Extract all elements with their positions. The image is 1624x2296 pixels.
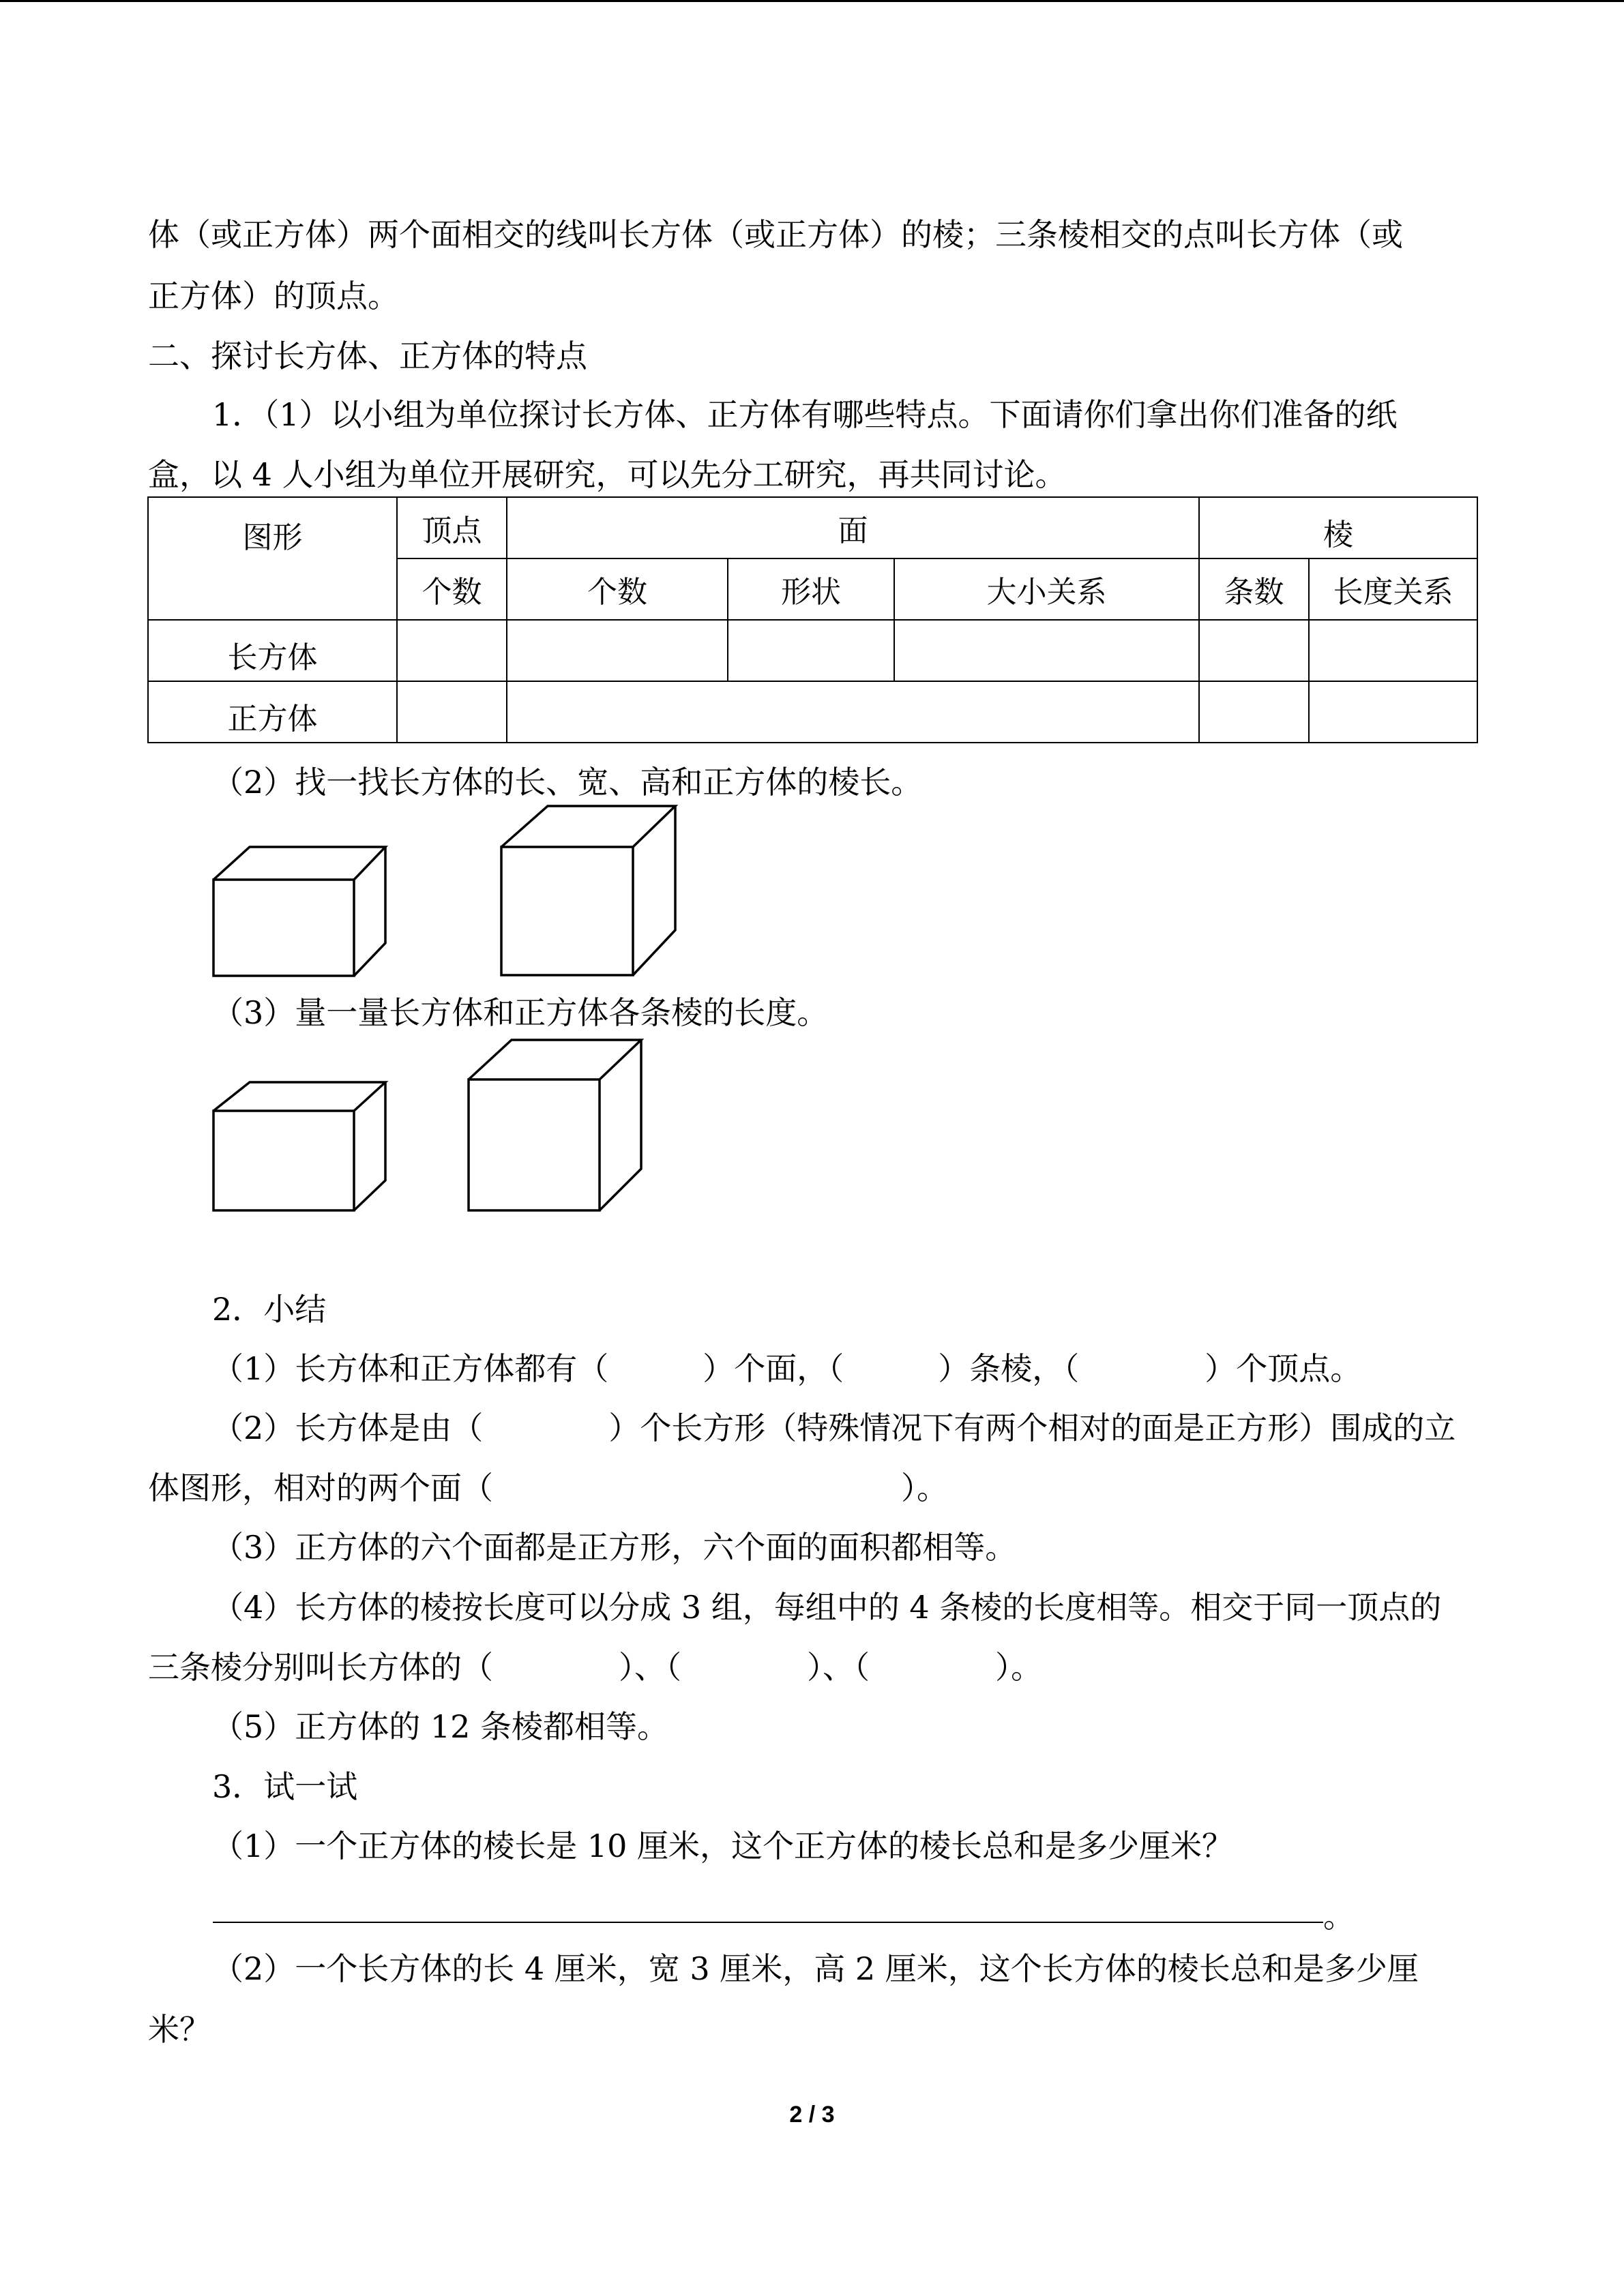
summary-2b: 体图形，相对的两个面（ ）。: [148, 1470, 948, 1506]
row-cube: 正方体: [148, 681, 397, 743]
cell-blank[interactable]: [507, 681, 1199, 743]
cell-blank[interactable]: [1309, 620, 1477, 681]
summary-4b: 三条棱分别叫长方体的（ ）、（ ）、（ ）。: [148, 1649, 1042, 1686]
summary-1: （1）长方体和正方体都有（ ）个面，（ ）条棱，（ ）个顶点。: [212, 1350, 1362, 1387]
page-number: 2 / 3: [789, 2102, 835, 2128]
try-1: （1）一个正方体的棱长是 10 厘米，这个正方体的棱长总和是多少厘米？: [212, 1828, 1234, 1864]
paragraph-edge-definition: 体（或正方体）两个面相交的线叫长方体（或正方体）的棱；三条棱相交的点叫长方体（或: [148, 216, 1403, 253]
features-table: [147, 496, 1478, 743]
summary-4a: （4）长方体的棱按长度可以分成 3 组，每组中的 4 条棱的长度相等。相交于同一顶点的: [212, 1589, 1442, 1626]
question-1-3: （3）量一量长方体和正方体各条棱的长度。: [212, 994, 829, 1031]
header-edge-length-relation: 长度关系: [1309, 558, 1477, 620]
try-2b: 米？: [148, 2011, 211, 2048]
header-face-count: 个数: [507, 558, 728, 620]
question-1-intro: 1．（1）以小组为单位探讨长方体、正方体有哪些特点。下面请你们拿出你们准备的纸: [212, 396, 1398, 433]
cuboid-figure-2: [205, 1074, 396, 1217]
answer-period: 。: [1323, 1898, 1355, 1935]
cube-figure-2: [460, 1033, 651, 1217]
header-vertex: 顶点: [397, 497, 507, 558]
cell-blank[interactable]: [728, 620, 894, 681]
cell-blank[interactable]: [397, 620, 507, 681]
paragraph-vertex-definition: 正方体）的顶点。: [148, 278, 399, 314]
cell-blank[interactable]: [894, 620, 1199, 681]
cell-blank[interactable]: [1199, 681, 1309, 743]
question-1-2: （2）找一找长方体的长、宽、高和正方体的棱长。: [212, 764, 923, 801]
header-edge-count: 条数: [1199, 558, 1309, 620]
header-edge: 棱: [1199, 497, 1477, 558]
cube-figure-1: [491, 798, 682, 982]
question-1-intro-cont: 盒，以 4 人小组为单位开展研究，可以先分工研究，再共同讨论。: [148, 456, 1067, 493]
cell-blank[interactable]: [397, 681, 507, 743]
cell-blank[interactable]: [507, 620, 728, 681]
cell-blank[interactable]: [1309, 681, 1477, 743]
header-shape: 图形: [148, 497, 397, 620]
top-border: [0, 0, 1624, 2]
section-heading: 二、探讨长方体、正方体的特点: [148, 338, 587, 374]
header-face: 面: [507, 497, 1199, 558]
summary-title: 2．小结: [212, 1291, 327, 1328]
header-face-shape: 形状: [728, 558, 894, 620]
cell-blank[interactable]: [1199, 620, 1309, 681]
summary-2a: （2）长方体是由（ ）个长方形（特殊情况下有两个相对的面是正方形）围成的立: [212, 1410, 1456, 1446]
summary-3: （3）正方体的六个面都是正方形，六个面的面积都相等。: [212, 1529, 1017, 1566]
row-cuboid: 长方体: [148, 620, 397, 681]
header-face-size-relation: 大小关系: [894, 558, 1199, 620]
answer-line[interactable]: [213, 1922, 1323, 1923]
header-vertex-count: 个数: [397, 558, 507, 620]
summary-5: （5）正方体的 12 条棱都相等。: [212, 1708, 669, 1745]
try-2a: （2）一个长方体的长 4 厘米，宽 3 厘米，高 2 厘米，这个长方体的棱长总和是多少厘: [212, 1950, 1419, 1987]
try-title: 3．试一试: [212, 1768, 358, 1805]
cuboid-figure-1: [205, 839, 396, 982]
